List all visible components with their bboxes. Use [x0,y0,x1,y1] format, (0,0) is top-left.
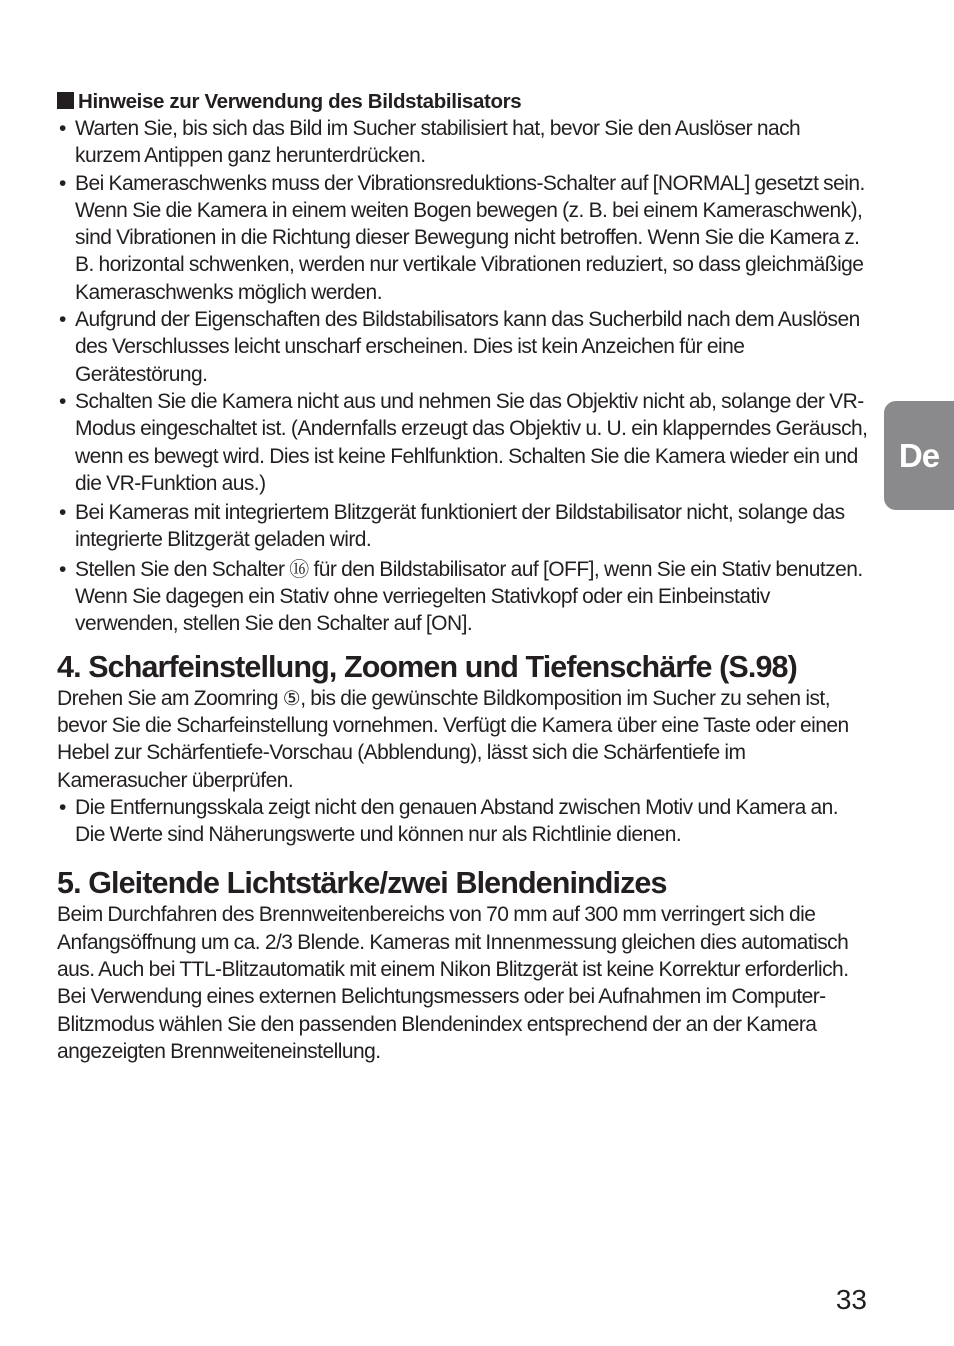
section-4-text-before: Drehen Sie am Zoomring [57,686,283,710]
list-item: • Die Entfernungsskala zeigt nicht den genauen Abstand zwischen Motiv und Kamera an. Die Werte sind Näherungswerte und können nur als Richtlinie dienen. [57,794,869,849]
square-bullet-icon [57,92,74,109]
section-5-paragraph: Beim Durchfahren des Brennweitenbereichs von 70 mm auf 300 mm verringert sich die Anfangsöffnung um ca. 2/3 Blende. Kameras mit Innenmessung gleichen dies automatisch aus. Auch bei TTL-Blitzautomatik mit einem Nikon Blitzgerät ist keine Korrektur erforderlich. Bei Verwendung eines externen Belichtungsmessers oder bei Aufnahmen im Computer-Blitzmodus wählen Sie den passenden Blendenindex entsprechend der an der Kamera angezeigten Brennweiteneinstellung. [57,903,849,1063]
circled-number-5-icon: ⑤ [282,685,301,710]
list-item [57,556,869,638]
list-item: • Bei Kameras mit integriertem Blitzgerät funktioniert der Bildstabilisator nicht, solange das integrierte Blitzgerät geladen wird. [57,499,869,554]
section-4-body [57,685,869,849]
section-4-list [57,794,869,849]
list-item: • Schalten Sie die Kamera nicht aus und nehmen Sie das Objektiv nicht ab, solange der VR-Modus eingeschaltet ist. (Andernfalls erzeugt das Objektiv u. U. ein klapperndes Geräusch, wenn es bewegt wird. Dies ist keine Fehlfunktion. Schalten Sie die Kamera wieder ein und die VR-Funktion aus.) [57,388,869,497]
section-4-text-after: , bis die gewünschte Bildkomposition im Sucher zu sehen ist, bevor Sie die Scharfeinstellung vornehmen. Verfügt die Kamera über eine Taste oder einen Hebel zur Schärfentiefe-Vorschau (Abblendung), lässt sich die Schärfentiefe im Kamerasucher überprüfen. [57,686,849,792]
switch-item-text-after: für den Bildstabilisator auf [OFF], wenn Sie ein Stativ benutzen. Wenn Sie dagegen ein Stativ ohne verriegelten Stativkopf oder ein Einbeinstativ verwenden, stellen Sie den Schalter auf [ON]. [75,557,863,636]
notes-heading-text: Hinweise zur Verwendung des Bildstabilisators [78,90,522,113]
section-4-paragraph [57,685,869,794]
list-item: • Bei Kameraschwenks muss der Vibrationsreduktions-Schalter auf [NORMAL] gesetzt sein. Wenn Sie die Kamera in einem weiten Bogen bewegen (z. B. bei einem Kameraschwenk), sind Vibrationen in die Richtung dieser Bewegung nicht betroffen. Wenn Sie die Kamera z. B. horizontal schwenken, werden nur vertikale Vibrationen reduziert, so dass gleichmäßige Kameraschwenks möglich werden. [57,170,869,306]
language-tab [884,401,954,510]
section-5-body [57,901,869,1065]
notes-list [57,115,869,638]
circled-number-16-icon: ⑯ [289,556,309,581]
page-number: 33 [835,1284,867,1315]
list-item: • Aufgrund der Eigenschaften des Bildstabilisators kann das Sucherbild nach dem Auslösen des Verschlusses leicht unscharf erscheinen. Dies ist kein Anzeichen für eine Gerätestörung. [57,306,869,388]
list-item: • Warten Sie, bis sich das Bild im Sucher stabilisiert hat, bevor Sie den Auslöser nach kurzem Antippen ganz herunterdrücken. [57,115,869,170]
notes-heading [57,88,869,115]
section-4-heading: 4. Scharfeinstellung, Zoomen und Tiefenschärfe (S.98) [57,649,797,684]
switch-item-text-before: Stellen Sie den Schalter [75,557,290,581]
section-5-heading: 5. Gleitende Lichtstärke/zwei Blendenindizes [57,866,667,901]
language-tab-label: De [898,436,940,474]
page-content [57,88,869,1065]
